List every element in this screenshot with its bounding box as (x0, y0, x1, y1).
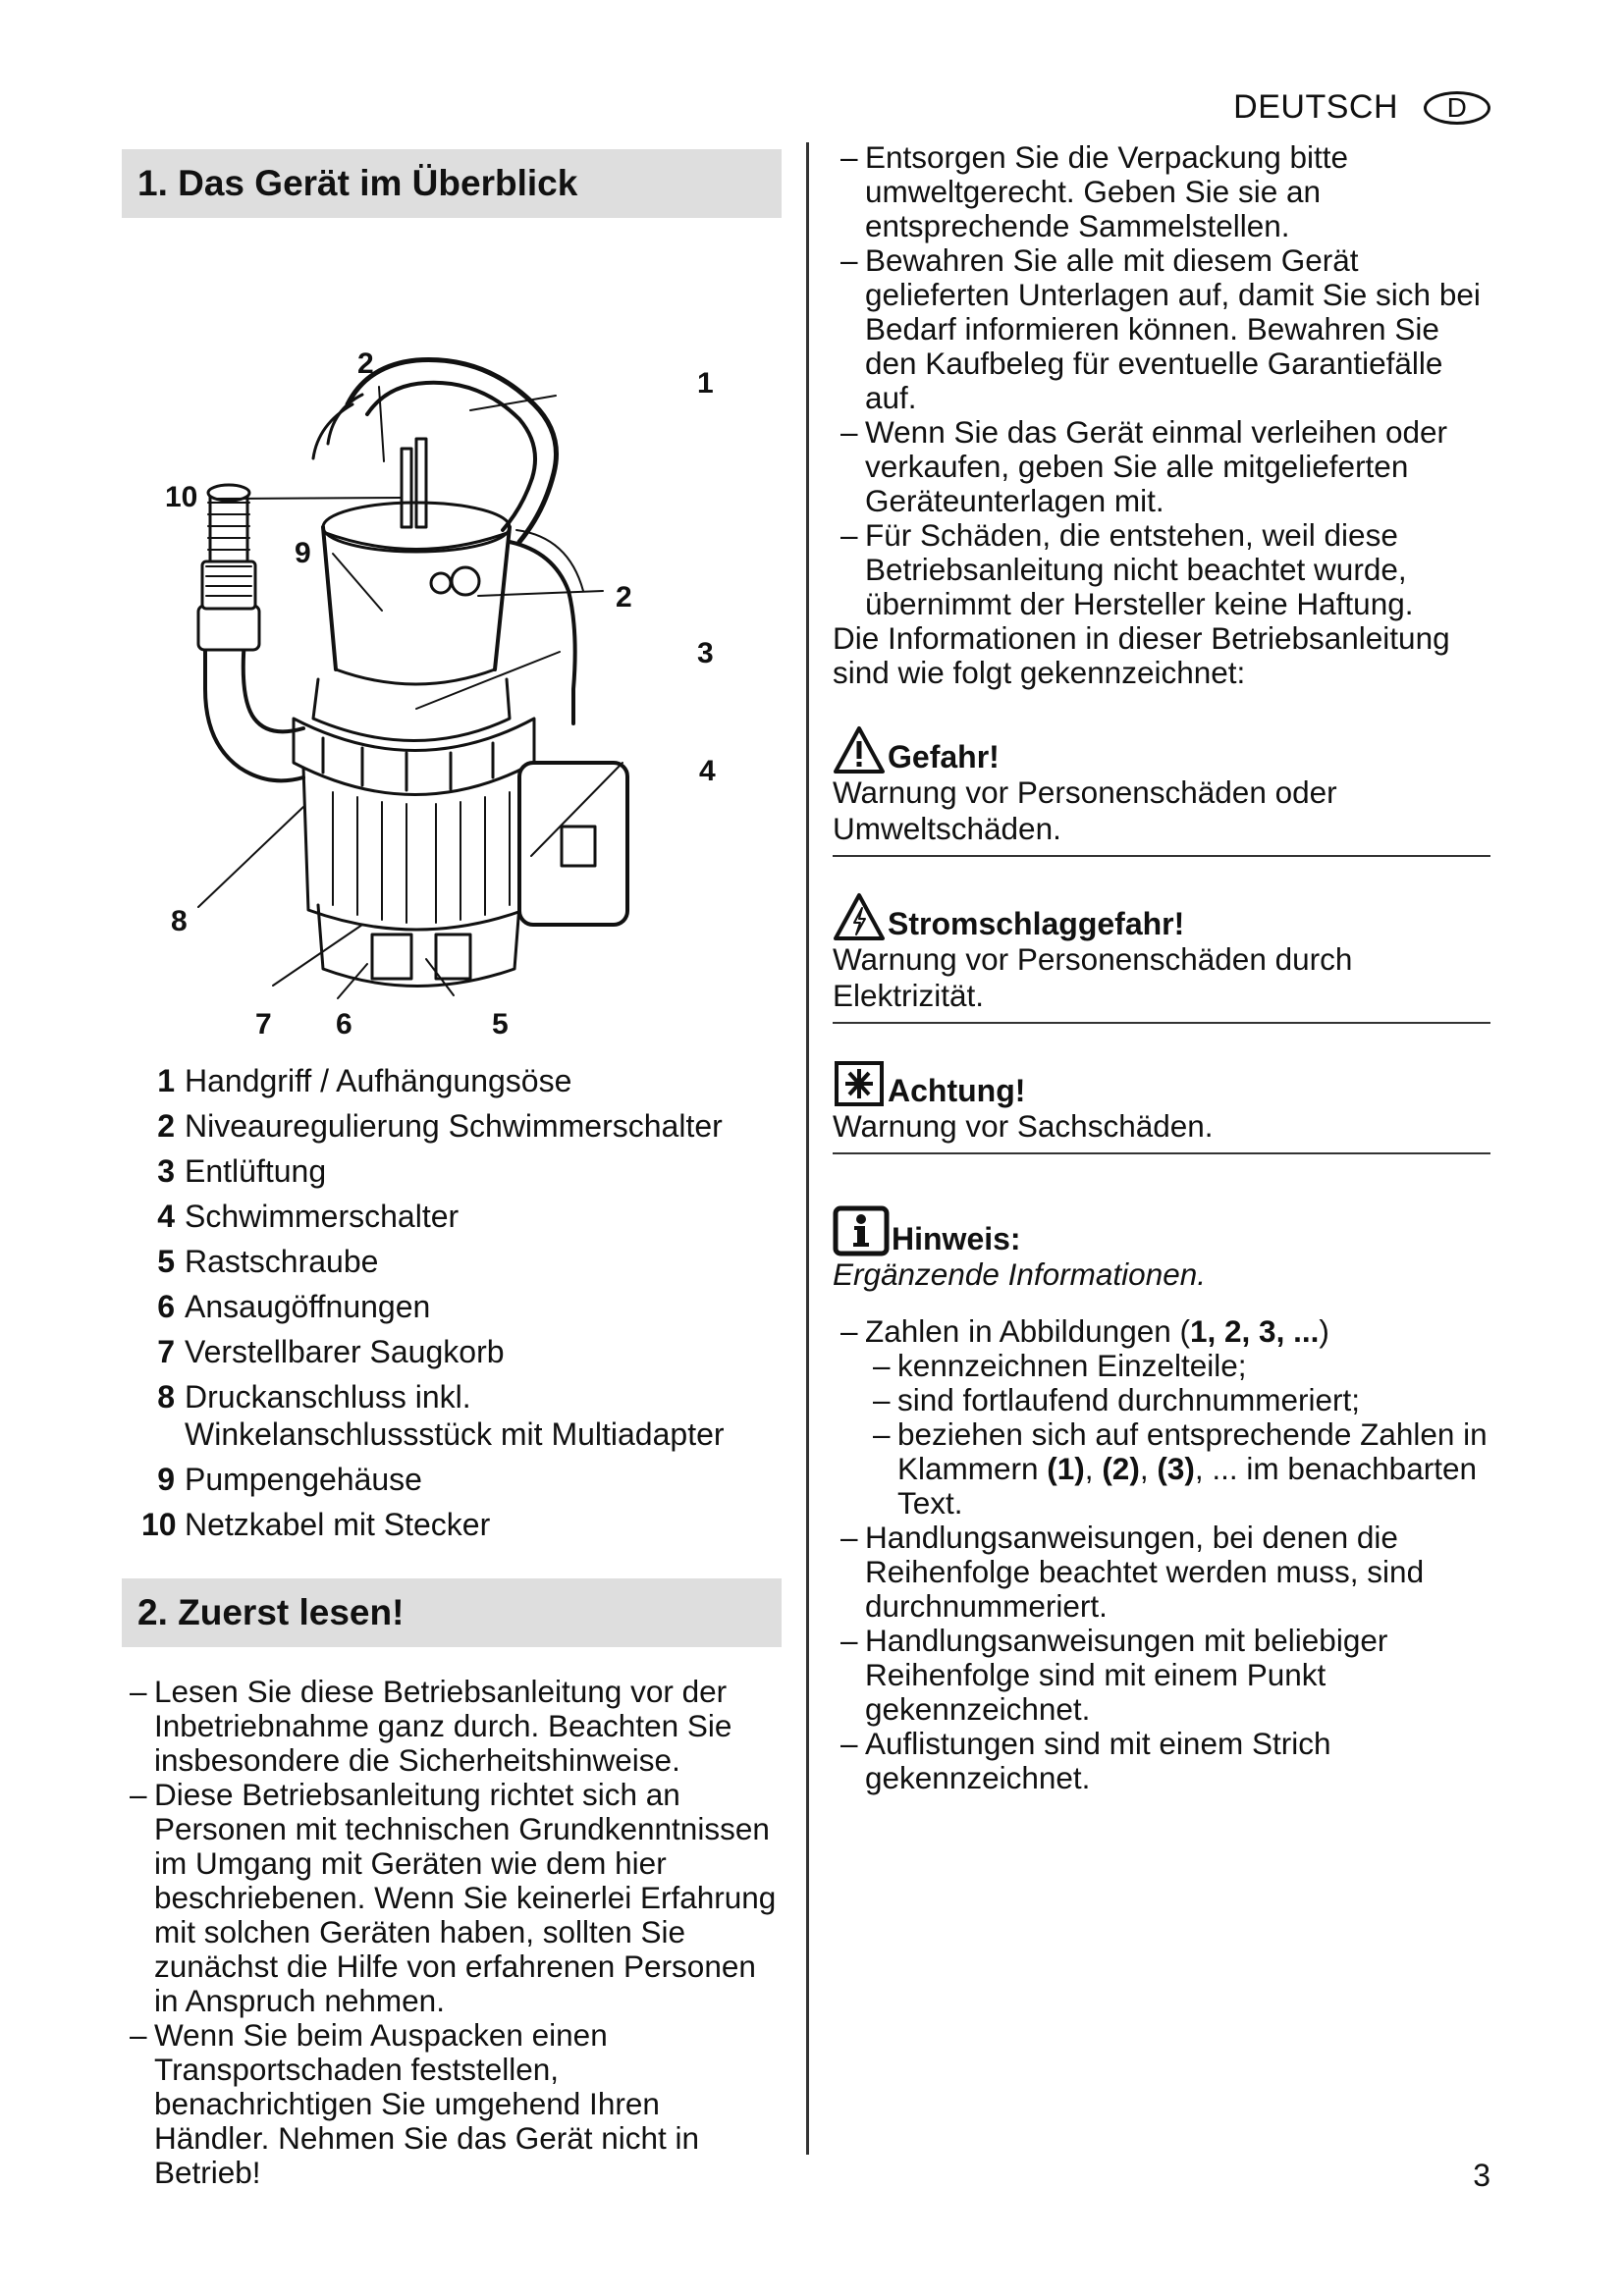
list-item: – Für Schäden, die entstehen, weil diese Betriebsanleitung nicht beachtet wurde, übernimmt der Hersteller keine Haftung. (833, 518, 1490, 621)
info-intro: Die Informationen in dieser Betriebsanleitung sind wie folgt gekennzeichnet: (833, 620, 1450, 690)
list-item: – Entsorgen Sie die Verpackung bitte umweltgerecht. Geben Sie sie an entsprechende Sammelstellen. (833, 140, 1490, 243)
danger-title: Gefahr! (888, 739, 1000, 774)
list-item: – Auflistungen sind mit einem Strich gekennzeichnet. (833, 1727, 1490, 1795)
legend-item (141, 1107, 782, 1145)
legend-text: Netzkabel mit Stecker (185, 1507, 491, 1542)
legend-text: Pumpengehäuse (185, 1462, 422, 1497)
legend-item (141, 1461, 782, 1498)
legend-number: 10 (141, 1507, 177, 1542)
legend-number: 3 (157, 1153, 175, 1189)
caution-title: Achtung! (888, 1073, 1026, 1108)
electric-text: Warnung vor Personenschäden durch Elektrizität. (833, 941, 1353, 1013)
parts-legend (141, 1062, 782, 1543)
legend-number: 5 (157, 1244, 175, 1279)
legend-text: Rastschraube (185, 1244, 379, 1279)
figure-callout-9: 9 (295, 537, 311, 569)
electric-shock-notice (833, 892, 1490, 1024)
electric-hazard-icon (833, 892, 886, 941)
legend-item (141, 1062, 782, 1099)
list-item: – Lesen Sie diese Betriebsanleitung vor der Inbetriebnahme ganz durch. Beachten Sie insbesondere die Sicherheitshinweise. (122, 1675, 782, 1778)
legend-number: 4 (157, 1199, 175, 1234)
section-1-title: 1. Das Gerät im Überblick (122, 149, 782, 218)
figure-callout-10: 10 (165, 481, 198, 513)
legend-number: 8 (157, 1379, 175, 1415)
legend-text: Druckanschluss inkl. Winkelanschlussstück mit Multiadapter (185, 1379, 725, 1452)
conventions-list (833, 1314, 1490, 1795)
read-first-list (122, 1675, 782, 2190)
list-item: – Handlungsanweisungen, bei denen die Reihenfolge beachtet werden muss, sind durchnummeriert. (833, 1521, 1490, 1624)
language-badge: D (1424, 91, 1490, 125)
legend-item (141, 1378, 782, 1453)
legend-item (141, 1152, 782, 1190)
list-item: – Handlungsanweisungen mit beliebiger Reihenfolge sind mit einem Punkt gekennzeichnet. (833, 1624, 1490, 1727)
figure-callout-5: 5 (492, 1008, 509, 1041)
legend-item (141, 1288, 782, 1325)
legend-item (141, 1243, 782, 1280)
danger-text: Warnung vor Personenschäden oder Umweltschäden. (833, 774, 1337, 846)
legend-item (141, 1198, 782, 1235)
legend-number: 7 (157, 1334, 175, 1369)
list-item: – Wenn Sie das Gerät einmal verleihen oder verkaufen, geben Sie alle mitgelieferten Geräteunterlagen mit. (833, 415, 1490, 518)
hint-text: Ergänzende Informationen. (833, 1256, 1206, 1292)
list-item: – beziehen sich auf entsprechende Zahlen in Klammern (1), (2), (3), ... im benachbarten Text. (865, 1417, 1490, 1521)
legend-text: Schwimmerschalter (185, 1199, 460, 1234)
submersible-pump-drawing (122, 218, 782, 1062)
list-item: – sind fortlaufend durchnummeriert; (865, 1383, 1490, 1417)
list-item: – Diese Betriebsanleitung richtet sich an Personen mit technischen Grundkenntnissen im Umgang mit Geräten wie dem hier beschriebenen. Wenn Sie keinerlei Erfahrung mit solchen Geräten haben, sollten Sie zunächst die Hilfe von erfahrenen Personen in Anspruch nehmen. (122, 1778, 782, 2018)
list-item: – kennzeichnen Einzelteile; (865, 1349, 1490, 1383)
language-label: DEUTSCH (1233, 88, 1398, 126)
language-header (1233, 88, 1490, 127)
electric-title: Stromschlaggefahr! (888, 906, 1185, 941)
hint-title: Hinweis: (892, 1221, 1021, 1256)
pump-illustration (122, 218, 782, 1062)
legend-text: Handgriff / Aufhängungsöse (185, 1063, 572, 1098)
legend-text: Ansaugöffnungen (185, 1289, 431, 1324)
page-number: 3 (1473, 2158, 1490, 2193)
legend-item (141, 1506, 782, 1543)
legend-item (141, 1333, 782, 1370)
section-2-title: 2. Zuerst lesen! (122, 1578, 782, 1647)
legend-number: 9 (157, 1462, 175, 1497)
list-item: – Bewahren Sie alle mit diesem Gerät gelieferten Unterlagen auf, damit Sie sich bei Bedarf informieren können. Bewahren Sie den Kaufbeleg für eventuelle Garantiefälle auf. (833, 243, 1490, 415)
legend-text: Verstellbarer Saugkorb (185, 1334, 505, 1369)
caution-text: Warnung vor Sachschäden. (833, 1108, 1214, 1144)
info-icon (833, 1205, 890, 1256)
figure-callout-7: 7 (255, 1008, 272, 1041)
figure-callout-8: 8 (171, 905, 188, 937)
legend-number: 1 (157, 1063, 175, 1098)
legend-number: 2 (157, 1108, 175, 1144)
column-divider (806, 142, 809, 2155)
left-column (122, 149, 782, 2190)
figure-callout-2-mid: 2 (616, 581, 632, 614)
figure-callout-2-top: 2 (357, 347, 374, 380)
figure-callout-4: 4 (699, 755, 716, 787)
hint-notice (833, 1205, 1490, 1293)
damage-warning-icon (833, 1059, 886, 1108)
warning-triangle-icon (833, 725, 886, 774)
legend-text: Niveauregulierung Schwimmerschalter (185, 1108, 723, 1144)
numbers-sub-list (865, 1349, 1490, 1521)
figure-callout-6: 6 (336, 1008, 352, 1041)
figure-callout-3: 3 (697, 637, 714, 669)
danger-notice (833, 725, 1490, 857)
figure-callout-1: 1 (697, 367, 714, 400)
list-item: – Wenn Sie beim Auspacken einen Transportschaden feststellen, benachrichtigen Sie umgehend Ihren Händler. Nehmen Sie das Gerät nicht in Betrieb! (122, 2018, 782, 2190)
list-item-numbers: – Zahlen in Abbildungen (1, 2, 3, ...) – kennzeichnen Einzelteile; – sind fortlaufend durchnummeriert; – beziehen sich auf entsprechende Zahlen in Klammern (1), (2), (3), ... im benachbarten Text. (833, 1314, 1490, 1521)
right-column (833, 140, 1490, 1795)
read-first-list-continued (833, 140, 1490, 621)
caution-notice (833, 1059, 1490, 1154)
legend-text: Entlüftung (185, 1153, 327, 1189)
legend-number: 6 (157, 1289, 175, 1324)
